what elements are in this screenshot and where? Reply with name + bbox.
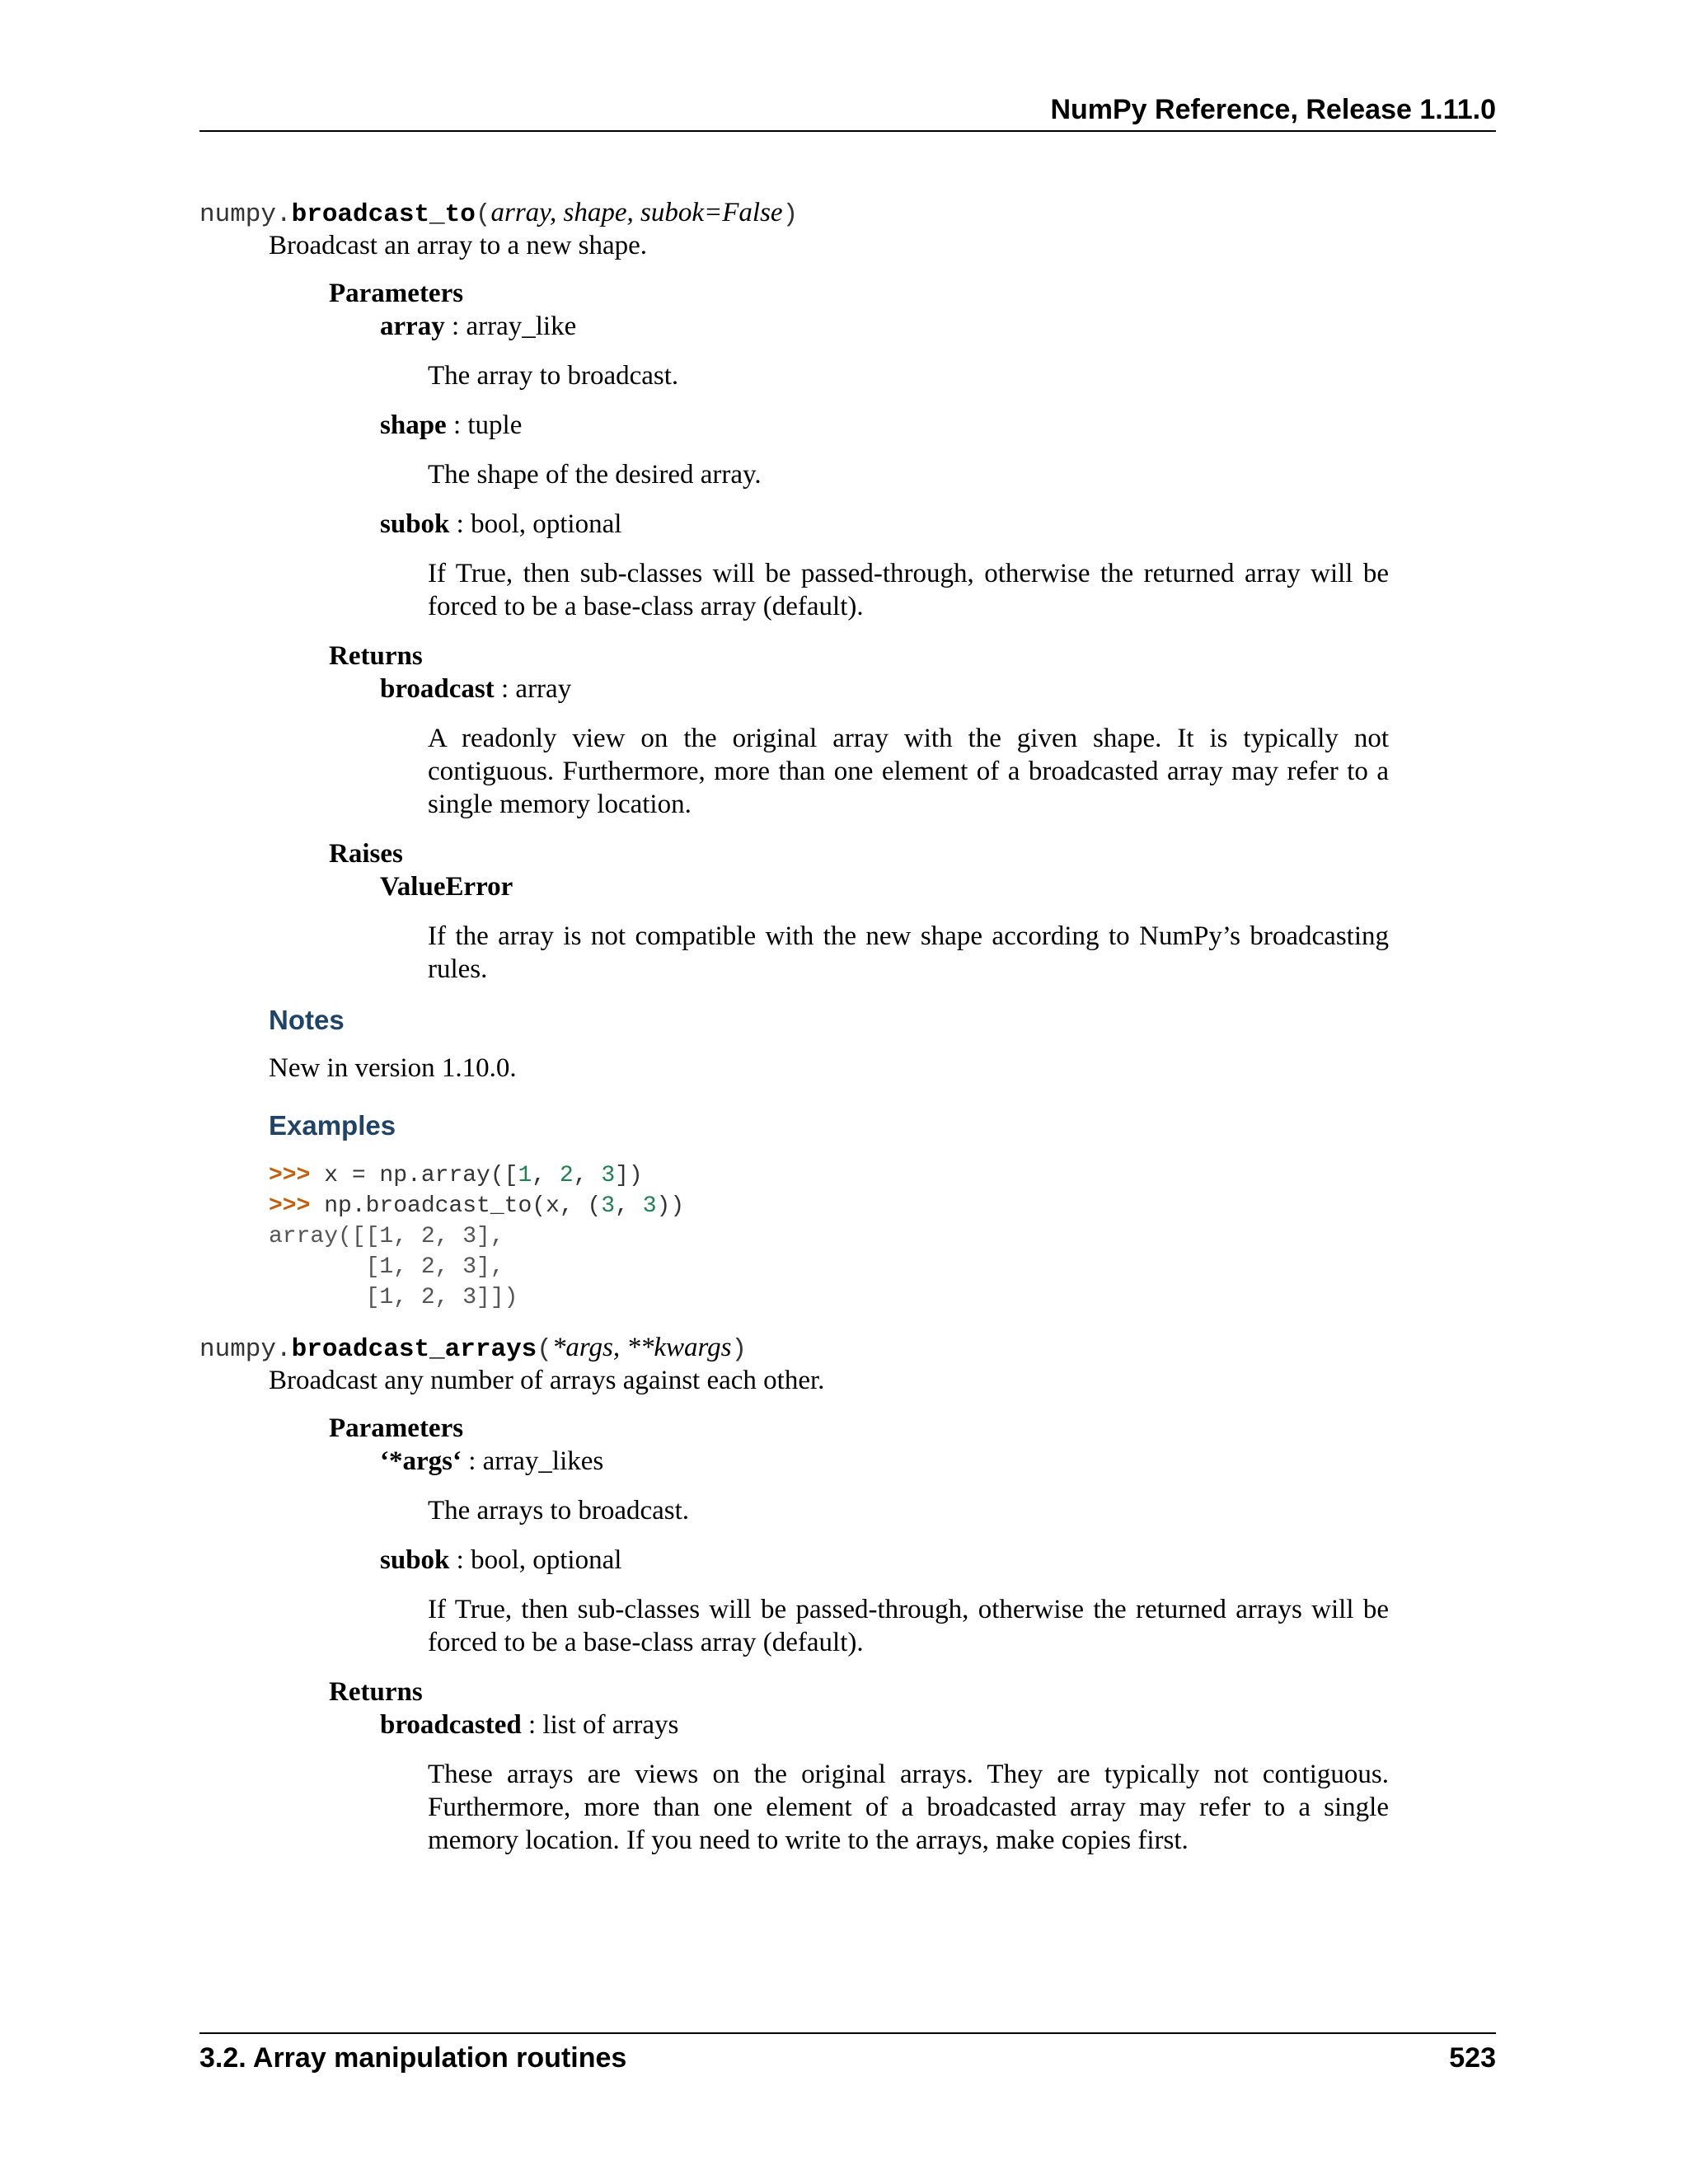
code-output: [1, 2, 3], bbox=[269, 1254, 504, 1280]
return-value bbox=[380, 1708, 1496, 1741]
param-type: : bool, optional bbox=[449, 1545, 622, 1575]
return-value bbox=[380, 673, 1496, 705]
function-name: broadcast_arrays bbox=[291, 1335, 537, 1364]
notes-heading: Notes bbox=[269, 1005, 345, 1035]
param-description: The array to broadcast. bbox=[428, 361, 679, 391]
param-shape bbox=[380, 409, 1496, 442]
function-summary: Broadcast an array to a new shape. bbox=[269, 231, 648, 260]
parameters-section bbox=[329, 277, 1496, 623]
returns-section bbox=[329, 1675, 1496, 1857]
returns-label: Returns bbox=[329, 641, 423, 671]
page-footer bbox=[199, 2032, 1496, 2074]
code-number: 3 bbox=[642, 1193, 657, 1219]
function-summary: Broadcast any number of arrays against each other. bbox=[269, 1366, 825, 1395]
param-args bbox=[380, 1445, 1496, 1478]
return-name: broadcast bbox=[380, 674, 495, 704]
examples-heading: Examples bbox=[269, 1110, 396, 1141]
notes-text: New in version 1.10.0. bbox=[269, 1053, 517, 1083]
code-text: , bbox=[573, 1163, 602, 1188]
module-prefix: numpy. bbox=[199, 1335, 292, 1364]
param-type: : array_like bbox=[444, 312, 577, 341]
param-name: shape bbox=[380, 410, 447, 440]
return-type: : list of arrays bbox=[521, 1710, 679, 1740]
function-signature-broadcast-to bbox=[199, 196, 1496, 229]
return-name: broadcasted bbox=[380, 1710, 522, 1740]
returns-label: Returns bbox=[329, 1677, 423, 1707]
returns-section bbox=[329, 640, 1496, 821]
code-text: , bbox=[532, 1163, 560, 1188]
code-number: 3 bbox=[601, 1193, 616, 1219]
param-name: ‘*args‘ bbox=[380, 1446, 462, 1476]
exception-name: ValueError bbox=[380, 872, 513, 902]
raises-section bbox=[329, 837, 1496, 986]
function-params: array, shape, subok=False bbox=[490, 198, 783, 227]
param-type: : array_likes bbox=[461, 1446, 604, 1476]
code-number: 2 bbox=[559, 1163, 574, 1188]
param-name: subok bbox=[380, 1545, 450, 1575]
param-type: : tuple bbox=[446, 410, 523, 440]
parameters-section bbox=[329, 1412, 1496, 1659]
header-title: NumPy Reference, Release 1.11.0 bbox=[1050, 94, 1496, 125]
return-type: : array bbox=[494, 674, 572, 704]
code-text: x = np.array([ bbox=[310, 1163, 518, 1188]
code-example bbox=[269, 1160, 1496, 1313]
open-paren: ( bbox=[475, 200, 491, 229]
footer-page-number: 523 bbox=[1449, 2042, 1496, 2074]
code-number: 3 bbox=[601, 1163, 616, 1188]
param-description: If True, then sub-classes will be passed-through, otherwise the returned arrays will be forced to be a base-class array (default). bbox=[428, 1595, 1389, 1657]
function-params: *args, **kwargs bbox=[551, 1333, 732, 1362]
param-type: : bool, optional bbox=[449, 509, 622, 539]
code-number: 1 bbox=[518, 1163, 532, 1188]
code-text: , bbox=[615, 1193, 643, 1219]
function-signature-broadcast-arrays bbox=[199, 1331, 1496, 1364]
param-description: The arrays to broadcast. bbox=[428, 1496, 690, 1526]
return-description: A readonly view on the original array with the given shape. It is typically not contiguous. Furthermore, more than one element of a broadcasted array may refer to a single memory location. bbox=[428, 724, 1389, 819]
param-subok bbox=[380, 508, 1496, 541]
open-paren: ( bbox=[537, 1335, 552, 1364]
function-name: broadcast_to bbox=[291, 200, 476, 229]
code-text: np.broadcast_to(x, ( bbox=[310, 1193, 602, 1219]
parameters-label: Parameters bbox=[329, 279, 464, 308]
parameters-label: Parameters bbox=[329, 1413, 464, 1443]
code-output: [1, 2, 3]]) bbox=[269, 1285, 518, 1310]
exception-description: If the array is not compatible with the new shape according to NumPy’s broadcasting rules. bbox=[428, 921, 1389, 984]
code-output: array([[1, 2, 3], bbox=[269, 1224, 504, 1249]
page-header bbox=[199, 91, 1496, 132]
param-name: subok bbox=[380, 509, 450, 539]
footer-section-title: 3.2. Array manipulation routines bbox=[199, 2042, 627, 2074]
module-prefix: numpy. bbox=[199, 200, 292, 229]
return-description: These arrays are views on the original arrays. They are typically not contiguous. Furthermore, more than one element of a broadcasted array may refer to a single memory location. If you need to write to the arrays, make copies first. bbox=[428, 1760, 1389, 1855]
raises-item bbox=[380, 870, 1496, 903]
param-description: If True, then sub-classes will be passed-through, otherwise the returned array will be forced to be a base-class array (default). bbox=[428, 559, 1389, 621]
raises-label: Raises bbox=[329, 839, 403, 869]
param-array bbox=[380, 310, 1496, 343]
close-paren: ) bbox=[731, 1335, 748, 1364]
code-text: ]) bbox=[615, 1163, 643, 1188]
param-subok bbox=[380, 1544, 1496, 1577]
close-paren: ) bbox=[782, 200, 799, 229]
code-text: )) bbox=[656, 1193, 685, 1219]
code-prompt: >>> bbox=[269, 1163, 311, 1188]
param-description: The shape of the desired array. bbox=[428, 460, 762, 490]
code-prompt: >>> bbox=[269, 1193, 311, 1219]
page-content bbox=[199, 196, 1496, 1873]
param-name: array bbox=[380, 312, 445, 341]
